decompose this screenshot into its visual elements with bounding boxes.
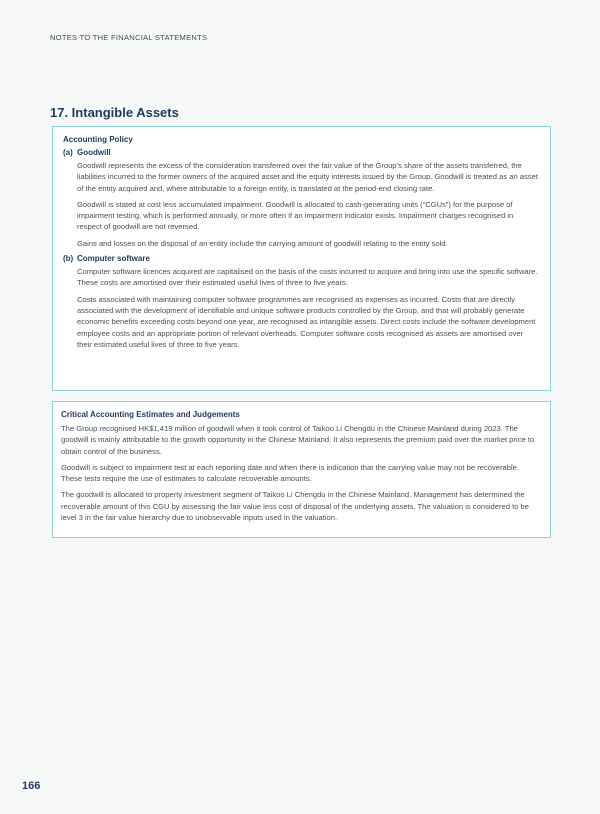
critical-estimates-title: Critical Accounting Estimates and Judgements	[61, 410, 240, 419]
critical-paragraph: The Group recognised HK$1,419 million of goodwill when it took control of Taikoo Li Chengdu in the Chinese Mainland during 2023. The goodwill is mainly attributable to the growth opportunity in the Chinese Mainland. It also represents the premium paid over the market price to obtain control of the business.	[61, 424, 535, 456]
section-title: 17. Intangible Assets	[50, 105, 179, 120]
software-heading: Computer software	[77, 254, 150, 264]
goodwill-heading: Goodwill	[77, 148, 111, 157]
critical-paragraph: The goodwill is allocated to property investment segment of Taikoo Li Chengdu in the Chinese Mainland. Management has determined the recoverable amount of this CGU by assessing the fair value less cost of disposal of the underlying assets. The valuation is considered to be level 3 in the fair value hierarchy due to unobservable inputs used in the valuation.	[61, 490, 529, 523]
accounting-policy-title: Accounting Policy	[63, 135, 133, 144]
goodwill-label: (a)	[63, 148, 73, 157]
software-paragraph: Costs associated with maintaining computer software programmes are recognised as expenses as incurred. Costs that are directly associated with the development of identifiable and unique software products controlled by the Group, and that will probably generate economic benefits exceeding costs beyond one year, are recognised as intangible assets. Direct costs include the software development employee costs and an appropriate portion of relevant overheads. Computer software costs recognised as assets are amortised over their estimated useful lives of three to five years.	[77, 294, 536, 349]
goodwill-subheading	[63, 148, 540, 157]
critical-paragraph: Goodwill is subject to impairment test at each reporting date and when there is indication that the carrying value may not be recoverable. These tests require the use of estimates to calculate recoverable amounts.	[61, 462, 519, 484]
accounting-policy-box	[52, 126, 551, 391]
software-paragraph: Computer software licences acquired are capitalised on the basis of the costs incurred to acquire and bring into use the specific software. These costs are amortised over their estimated useful lives of three to five years.	[77, 267, 538, 288]
software-subheading	[63, 254, 540, 263]
software-label: (b)	[63, 254, 74, 264]
running-header: NOTES TO THE FINANCIAL STATEMENTS	[50, 33, 208, 42]
goodwill-paragraph: Goodwill represents the excess of the consideration transferred over the fair value of the Group’s share of the assets transferred, the liabilities incurred to the former owners of the acquired asset and the equity interests issued by the Group. Goodwill is treated as an asset of the entity acquired and, where attributable to a foreign entity, is translated at the period-end closing rate.	[77, 161, 538, 193]
goodwill-paragraph: Goodwill is stated at cost less accumulated impairment. Goodwill is allocated to cash-generating units (“CGUs”) for the purpose of impairment testing, which is performed annually, or more often if an impairment indicator exists. Impairment charges recognised in respect of goodwill are not reversed.	[77, 199, 514, 232]
goodwill-paragraph: Gains and losses on the disposal of an entity include the carrying amount of goodwill relating to the entity sold.	[77, 238, 448, 248]
page-number: 166	[22, 780, 41, 792]
critical-estimates-box	[52, 401, 551, 538]
